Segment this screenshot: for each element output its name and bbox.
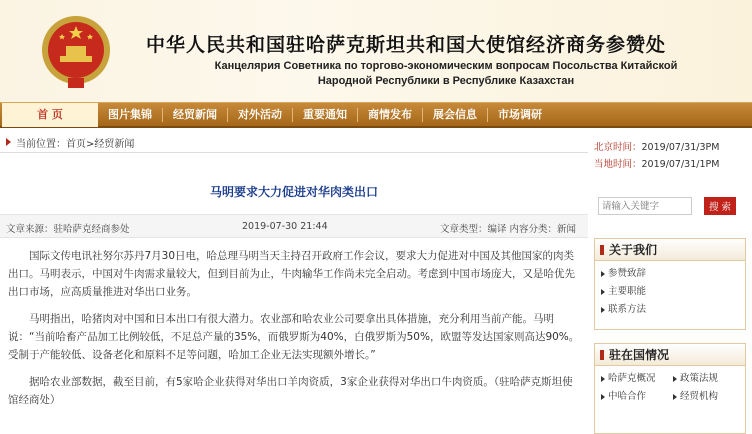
nav-exhibition-info[interactable]: 展会信息 [433,108,477,121]
beijing-time-label: 北京时间： [594,142,642,153]
breadcrumb-prefix: 当前位置： [16,139,66,150]
nav-photo-gallery[interactable]: 图片集锦 [108,108,152,121]
article-paragraph: 国际文传电讯社努尔苏丹7月30日电，哈总理马明当天主持召开政府工作会议，要求大力促进对中国及其他国家的肉类出口。马明表示，中国对牛肉需求量较大，但到目前为止，牛肉输华工作尚未完全启动。考虑到中国市场庞大，又是哈优先出口市场，应高质量推进对华出口业务。 [8,250,575,298]
list-item-label: 中哈合作 [608,391,647,402]
bullet-icon [601,307,605,313]
breadcrumb-home-link[interactable]: 首页 [66,139,86,150]
section-marker-icon [600,245,604,255]
bullet-icon [601,271,605,277]
about-item-speech[interactable] [601,265,745,283]
beijing-time-value: 2019/07/31/3PM [641,142,720,153]
list-item-label: 参赞致辞 [608,268,647,279]
nav-foreign-activities[interactable]: 对外活动 [238,108,282,121]
list-item-label: 主要职能 [608,286,647,297]
bullet-icon [601,394,605,400]
national-emblem-icon [40,12,112,90]
bullet-icon [601,289,605,295]
article-body [8,247,580,418]
local-time-label: 当地时间： [594,159,642,170]
country-item-cooperation[interactable] [601,388,673,406]
country-item-overview[interactable] [601,370,673,388]
breadcrumb-section-link[interactable]: 经贸新闻 [94,139,135,150]
article-paragraph: 据哈农业部数据，截至目前，有5家哈企业获得对华出口羊肉资质，3家企业获得对华出口牛肉资质。（驻哈萨克斯坦使馆经商处） [8,376,573,406]
list-item-label: 哈萨克概况 [608,373,656,384]
bullet-icon [601,376,605,382]
nav-trade-news[interactable]: 经贸新闻 [173,108,217,121]
local-time-value: 2019/07/31/1PM [641,159,720,170]
breadcrumb-text [16,135,134,150]
list-item-label: 政策法规 [680,373,719,384]
nav-business-info[interactable]: 商情发布 [368,108,412,121]
site-title-russian-line2: Народной Республики в Республике Казахстан [317,75,575,87]
host-country-title: 驻在国情况 [609,348,670,362]
breadcrumb [0,131,588,153]
site-title-russian [186,59,706,89]
country-item-policies[interactable] [673,370,745,388]
article-title: 马明要求大力促进对华肉类出口 [209,185,378,199]
site-title-russian-line1: Канцелярия Советника по торгово-экономическим вопросам Посольства Китайской [214,60,678,72]
breadcrumb-arrow-icon [6,138,11,146]
right-sidebar [592,131,752,434]
list-item-label: 经贸机构 [680,391,719,402]
article-source: 文章来源：驻哈萨克经商参处 [6,224,130,235]
article-paragraph: 马明指出，哈猪肉对中国和日本出口有很大潜力。农业部和哈农业公司要拿出具体措施，充分利用当前产能。马明说：“当前哈畜产品加工比例较低，不足总产量的35%，而俄罗斯为40%，白俄罗斯为50%，欧盟等发达国家则高达90%。受制于产能较低、设备老化和原料不足等问题，哈加工企业无法实现额外增长。” [8,313,580,361]
main-nav [0,102,752,128]
about-us-list [595,261,745,319]
bullet-icon [673,376,677,382]
time-display [594,139,744,175]
article-type: 文章类型：编译 内容分类：新闻 [440,224,577,235]
article-datetime: 2019-07-30 21:44 [242,221,328,232]
site-header [0,0,752,102]
site-title-chinese: 中华人民共和国驻哈萨克斯坦共和国大使馆经济商务参赞处 [146,34,667,56]
about-item-functions[interactable] [601,283,745,301]
section-marker-icon [600,350,604,360]
search-button[interactable]: 搜 索 [704,197,736,215]
search-input[interactable] [598,197,692,215]
host-country-box [594,343,746,434]
about-us-title: 关于我们 [609,243,658,257]
nav-market-research[interactable]: 市场调研 [498,108,542,121]
list-item-label: 联系方法 [608,304,647,315]
host-country-list [595,366,745,406]
about-us-box [594,238,746,330]
about-item-contact[interactable] [601,301,745,319]
about-us-header [595,239,745,261]
bullet-icon [673,394,677,400]
article-meta [0,214,588,238]
breadcrumb-separator: > [86,139,95,150]
nav-important-notices[interactable]: 重要通知 [303,108,347,121]
nav-home[interactable]: 首 页 [2,103,98,127]
host-country-header [595,344,745,366]
country-item-agencies[interactable] [673,388,745,406]
